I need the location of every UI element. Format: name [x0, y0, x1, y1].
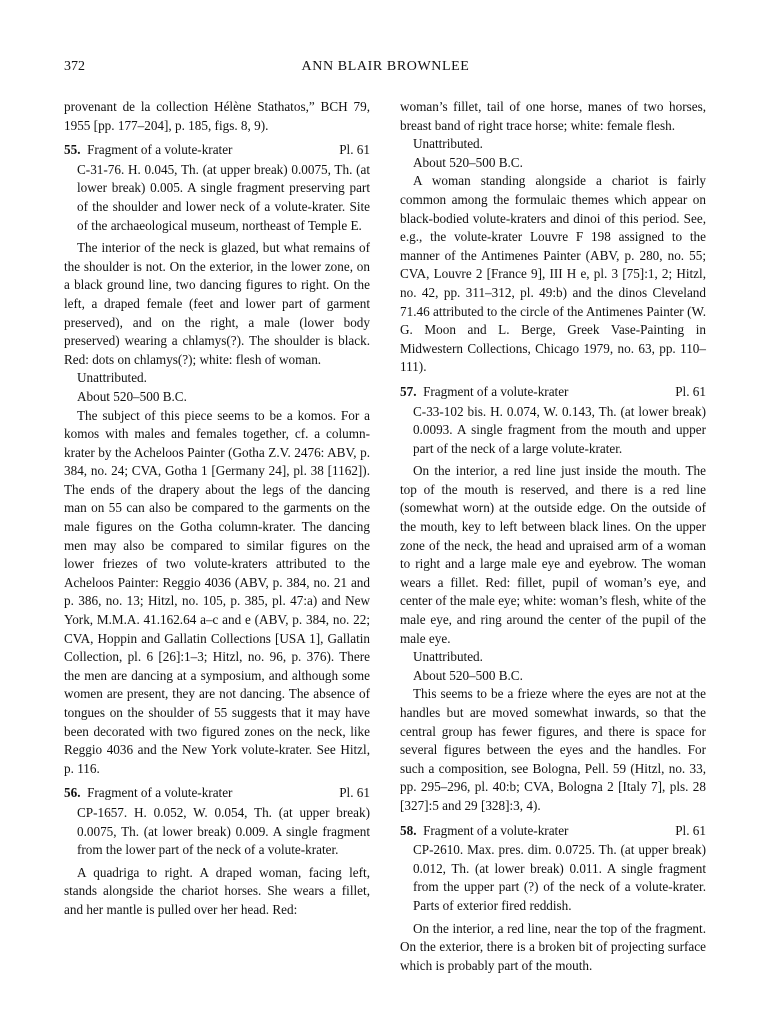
attribution: Unattributed.: [413, 136, 483, 152]
page-number: 372: [64, 59, 85, 74]
description-paragraph: The interior of the neck is glazed, but what remains of the shoulder is not. On the exterior, in the lower zone, on a black ground line, two dancing figures to right. On the left, a draped female (feet and lower part of garment preserved), and on the right, a male (lower body preserved) wearing a chlamys(?). The shoulder is black. Red: dots on chlamys(?); white: flesh of woman.: [64, 240, 370, 367]
catalog-entry: C-33-102 bis. H. 0.074, W. 0.143, Th. (at lower break) 0.0093. A single fragment from the mouth and upper part of the neck of a large volute-krater.: [413, 403, 706, 456]
plate-ref: Pl. 61: [675, 822, 706, 838]
description-paragraph: A quadriga to right. A draped woman, facing left, stands alongside the chariot horses. She wears a fillet, and her mantle is pulled over her head. Red:: [64, 864, 370, 917]
entry-title: Fragment of a volute-krater: [423, 822, 569, 838]
entry-title: Fragment of a volute-krater: [423, 383, 569, 399]
date: About 520–500 B.C.: [77, 388, 187, 404]
entry-58-heading: [400, 822, 706, 841]
description-paragraph: On the interior, a red line, near the top of the fragment. On the exterior, there is a broken bit of projecting surface which is probably part of the mouth.: [400, 920, 706, 973]
entry-title: Fragment of a volute-krater: [87, 785, 233, 801]
date: About 520–500 B.C.: [413, 667, 523, 683]
plate-ref: Pl. 61: [339, 785, 370, 801]
entry-55-heading: [64, 141, 370, 160]
entry-number: 55.: [64, 142, 81, 158]
entry-number: 56.: [64, 785, 81, 801]
running-title: ANN BLAIR BROWNLEE: [301, 59, 470, 74]
plate-ref: Pl. 61: [339, 142, 370, 158]
catalog-entry: CP-2610. Max. pres. dim. 0.0725. Th. (at upper break) 0.012, Th. (at lower break) 0.011. A single fragment from the upper part (?) of the neck of a volute-krater. Parts of exterior fired reddish.: [413, 842, 706, 913]
entry-number: 57.: [400, 383, 417, 399]
plate-ref: Pl. 61: [675, 383, 706, 399]
entry-title: Fragment of a volute-krater: [87, 142, 233, 158]
page-header: [64, 58, 707, 80]
catalog-entry: CP-1657. H. 0.052, W. 0.054, Th. (at upper break) 0.0075, Th. (at lower break) 0.009. A single fragment from the lower part of the neck of a volute-krater.: [77, 804, 370, 858]
description-paragraph: On the interior, a red line just inside the mouth. The top of the mouth is reserved, and there is a red line (somewhat worn) at the outside edge. On the outside of the mouth, key to left between black lines. On the upper zone of the neck, the head and upraised arm of a woman to right and a large male eye and eyebrow. The woman wears a fillet. Red: fillet, pupil of woman’s eye, and center of the male eye; white: woman’s flesh, white of the male eye, and ring around the center of the pupil of the male eye.: [400, 463, 706, 646]
entry-57-heading: [400, 383, 706, 402]
intro-paragraph: provenant de la collection Hélène Stathatos,” BCH 79, 1955 [pp. 177–204], p. 185, figs. 8, 9).: [64, 99, 370, 133]
discussion-paragraph: A woman standing alongside a chariot is fairly common among the formulaic themes which appear on black-bodied volute-kraters and dinoi of this period. See, e.g., the volute-krater Louvre F 198 assigned to the manner of the Antimenes Painter (ABV, p. 280, no. 55; CVA, Louvre 2 [France 9], III H e, pl. 3 [75]:1, 2; Hitzl, no. 42, pp. 311–312, pl. 49:b) and the dinos Cleveland 71.46 attributed to the circle of the Antimenes Painter (W. G. Moon and L. Berge, Greek Vase-Painting in Midwestern Collections, Chicago 1979, no. 63, pp. 110–111).: [400, 173, 706, 375]
attribution: Unattributed.: [77, 370, 147, 386]
left-column: [64, 98, 370, 920]
attribution: Unattributed.: [413, 649, 483, 665]
entry-56-heading: [64, 784, 370, 803]
entry-number: 58.: [400, 822, 417, 838]
date: About 520–500 B.C.: [413, 154, 523, 170]
right-column: [400, 98, 706, 975]
catalog-entry: C-31-76. H. 0.045, Th. (at upper break) 0.0075, Th. (at lower break) 0.005. A single fragment preserving part of the shoulder and lower neck of a volute-krater. Site of the archaeological museum, northeast of Temple E.: [77, 161, 370, 233]
discussion-paragraph: The subject of this piece seems to be a komos. For a komos with males and females together, cf. a column-krater by the Acheloos Painter (Gotha Z.V. 2476: ABV, p. 384, no. 24; CVA, Gotha 1 [Germany 24], pl. 38 [1162]). The ends of the drapery about the legs of the dancing man on 55 can also be compared to the garments on the male figures on the Gotha column-krater. The dancing men may also be compared to similar figures on the lower friezes of two volute-kraters attributed to the Acheloos Painter: Reggio 4036 (ABV, p. 384, no. 21 and p. 386, no. 13; Hitzl, no. 105, p. 385, pl. 47:a) and New York, M.M.A. 41.162.64 a–c and e (ABV, p. 384, no. 22; CVA, Hoppin and Gallatin Collections [USA 1], Gallatin Collection, pl. 6 [26]:1–3; Hitzl, no. 96, p. 376). There the men are dancing at a symposium, and although some women are present, they are not dancing. The absence of tongues on the shoulder of 55 suggests that it may have been decorated with two figured zones on the neck, like Reggio 4036 and the New York volute-krater. See Hitzl, p. 116.: [64, 407, 370, 776]
continued-paragraph: woman’s fillet, tail of one horse, manes of two horses, breast band of right trace horse; white: female flesh.: [400, 99, 706, 133]
discussion-paragraph: This seems to be a frieze where the eyes are not at the handles but are moved somewhat inwards, so that the central group has fewer figures, and there is space for several figures between the eyes and the handles. For such a composition, see Bologna, Pell. 59 (Hitzl, no. 33, pp. 295–296, pl. 40:b; CVA, Bologna 2 [Italy 7], pls. 28 [327]:5 and 29 [328]:3, 4).: [400, 686, 706, 813]
